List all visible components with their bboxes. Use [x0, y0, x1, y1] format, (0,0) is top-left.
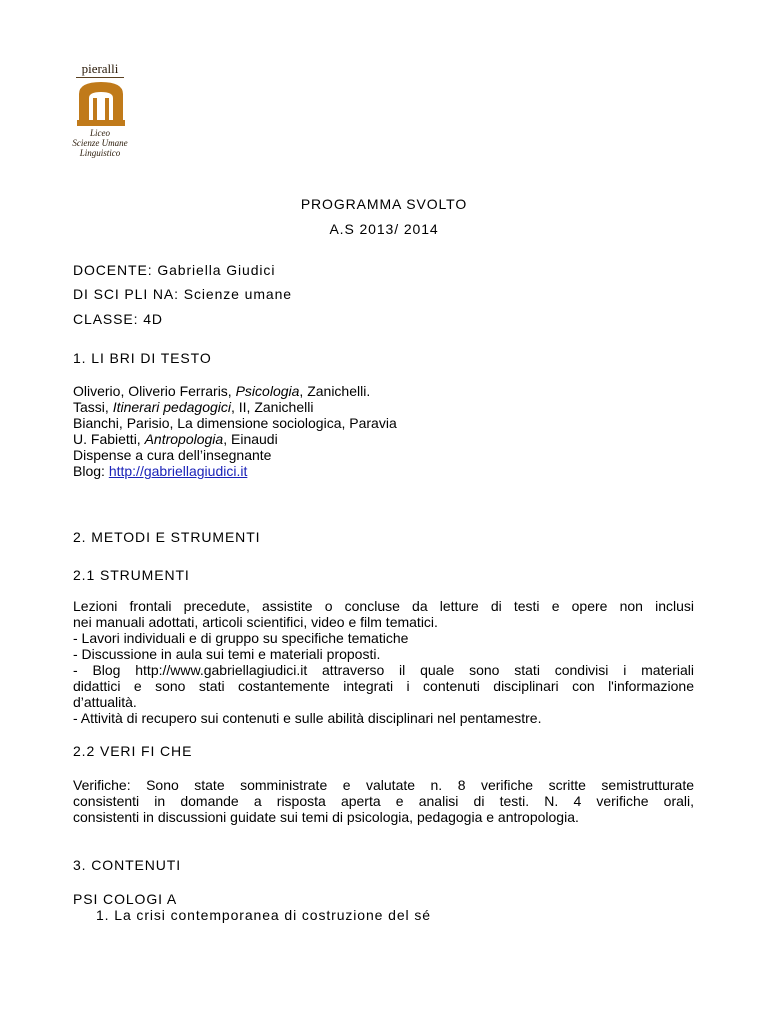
paragraph-line: - Discussione in aula sui temi e materiali proposti. [73, 646, 381, 662]
section-heading-contenuti: 3. CONTENUTI [73, 857, 182, 873]
subsection-heading-strumenti: 2.1 STRUMENTI [73, 567, 190, 583]
strumenti-paragraph [73, 598, 694, 726]
contenuti-item: 1. La crisi contemporanea di costruzione del sé [96, 907, 431, 923]
book-text: Tassi, [73, 399, 113, 415]
book-title: Antropologia [144, 431, 224, 447]
logo-divider [76, 77, 124, 78]
paragraph-line: Lezioni frontali precedute, assistite o concluse da letture di testi e opere non inclusi [73, 598, 694, 614]
logo-line-3: Linguistico [79, 148, 121, 158]
paragraph-line: consistenti in discussioni guidate sui temi di psicologia, pedagogia e antropologia. [73, 809, 579, 825]
verifiche-paragraph [73, 777, 694, 825]
book-item [73, 399, 313, 415]
book-item [73, 431, 278, 447]
book-publisher: , Zanichelli. [299, 383, 371, 399]
blog-label: Blog: [73, 463, 109, 479]
logo-arch-icon [77, 80, 125, 126]
book-publisher: , II, Zanichelli [230, 399, 314, 415]
subsection-heading-psicologia: PSI COLOGI A [73, 891, 178, 907]
book-text: Dispense a cura dell’insegnante [73, 447, 272, 463]
paragraph-line: didattici e sono stati costantemente integrati i contenuti disciplinari con l'informazione [73, 678, 694, 694]
logo-line-2: Scienze Umane [72, 138, 128, 148]
document-title: PROGRAMMA SVOLTO [300, 196, 468, 212]
book-text: Bianchi, Parisio, La dimensione sociologica, Paravia [73, 415, 397, 431]
book-title: Itinerari pedagogici [112, 399, 231, 415]
docente-line: DOCENTE: Gabriella Giudici [73, 262, 276, 278]
paragraph-line: - Attività di recupero sui contenuti e sulle abilità disciplinari nel pentamestre. [73, 710, 542, 726]
book-text: U. Fabietti, [73, 431, 145, 447]
book-item [73, 383, 370, 399]
section-heading-libri: 1. LI BRI DI TESTO [73, 350, 212, 366]
paragraph-line: consistenti in domande a risposta aperta e analisi di testi. N. 4 verifiche orali, [73, 793, 694, 809]
paragraph-line: - Lavori individuali e di gruppo su specifiche tematiche [73, 630, 409, 646]
blog-line [73, 463, 247, 479]
paragraph-line: Verifiche: Sono state somministrate e valutate n. 8 verifiche scritte semistrutturate [73, 777, 694, 793]
paragraph-line: - Blog http://www.gabriellagiudici.it attraverso il quale sono stati condivisi i materiali [73, 662, 694, 678]
book-publisher: , Einaudi [223, 431, 278, 447]
paragraph-line: d’attualità. [73, 694, 137, 710]
disciplina-line: DI SCI PLI NA: Scienze umane [73, 286, 292, 302]
school-year: A.S 2013/ 2014 [329, 221, 439, 237]
logo-caption [64, 128, 136, 158]
section-heading-metodi: 2. METODI E STRUMENTI [73, 529, 261, 545]
book-item [73, 447, 271, 463]
logo-name: pieralli [81, 61, 119, 76]
blog-link[interactable]: http://gabriellagiudici.it [108, 463, 248, 479]
paragraph-line: nei manuali adottati, articoli scientifici, video e film tematici. [73, 614, 438, 630]
book-title: Psicologia [235, 383, 300, 399]
subsection-heading-verifiche: 2.2 VERI FI CHE [73, 743, 193, 759]
classe-line: CLASSE: 4D [73, 311, 163, 327]
school-logo [64, 62, 144, 172]
book-text: Oliverio, Oliverio Ferraris, [73, 383, 236, 399]
book-item [73, 415, 397, 431]
logo-line-1: Liceo [90, 128, 110, 138]
